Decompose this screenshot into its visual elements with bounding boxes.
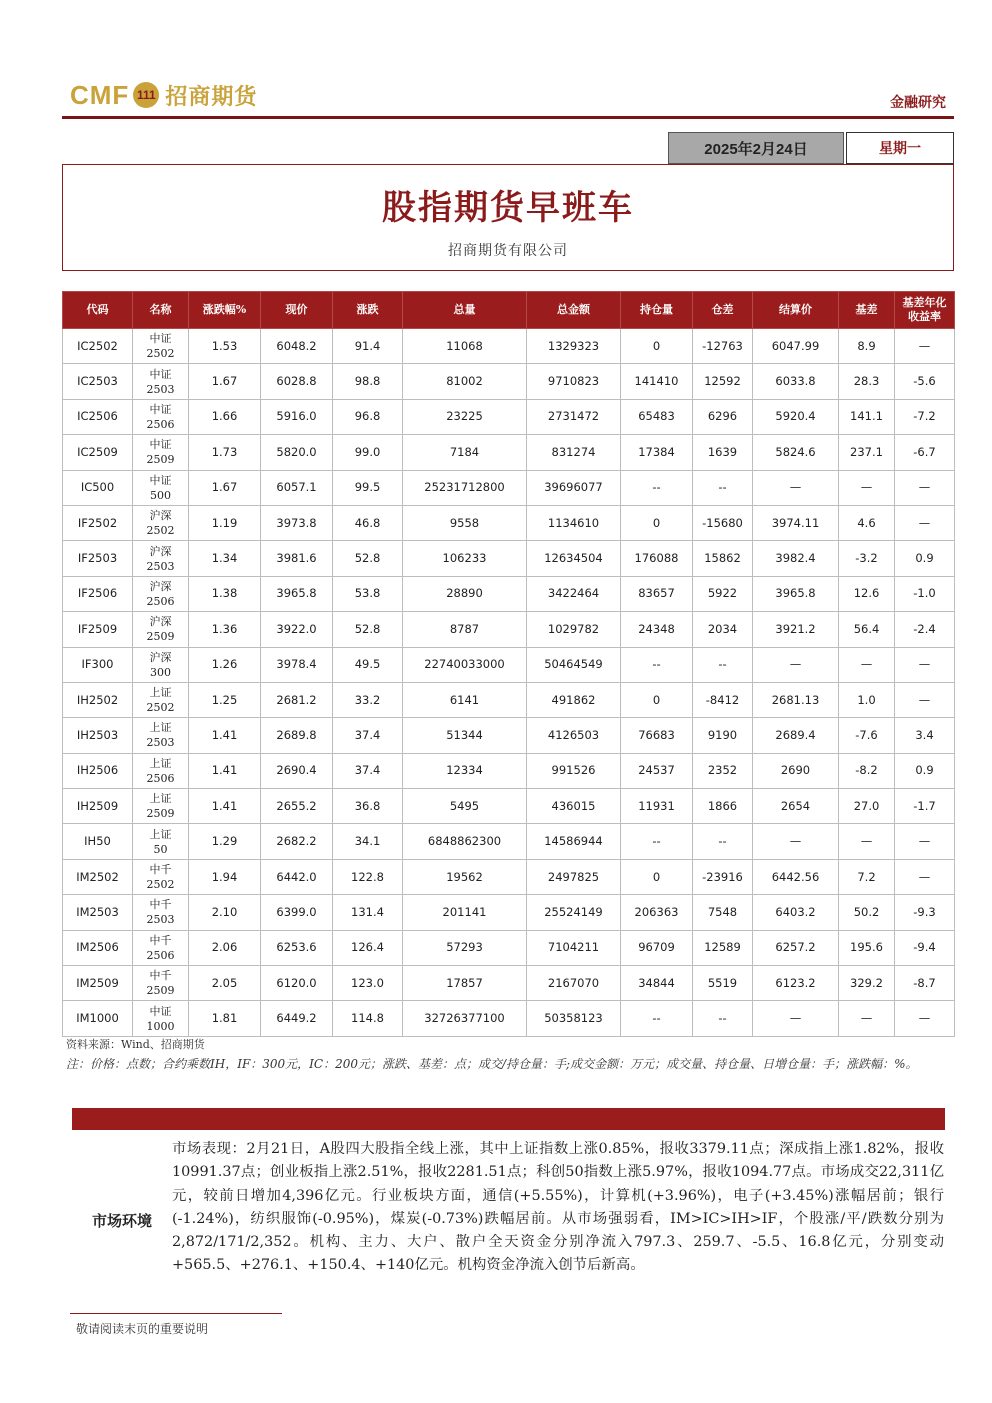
table-cell: 33.2 xyxy=(333,682,403,717)
table-cell: 1134610 xyxy=(527,505,621,540)
table-cell: 1.94 xyxy=(189,859,261,894)
table-cell: 2681.2 xyxy=(261,682,333,717)
table-cell: 2689.4 xyxy=(753,718,839,753)
table-cell: 6123.2 xyxy=(753,966,839,1001)
table-cell: 1.34 xyxy=(189,541,261,576)
table-cell: 57293 xyxy=(403,930,527,965)
table-cell: -8.2 xyxy=(839,753,895,788)
table-cell: 3.4 xyxy=(895,718,955,753)
column-header: 总量 xyxy=(403,292,527,329)
table-cell: IM2503 xyxy=(63,895,133,930)
table-row xyxy=(63,824,955,859)
table-cell: — xyxy=(895,329,955,364)
table-cell: 12.6 xyxy=(839,576,895,611)
table-cell: — xyxy=(839,470,895,505)
table-cell: 34.1 xyxy=(333,824,403,859)
table-row xyxy=(63,505,955,540)
table-cell: 6253.6 xyxy=(261,930,333,965)
table-row xyxy=(63,399,955,434)
table-cell: 1029782 xyxy=(527,612,621,647)
table-row xyxy=(63,753,955,788)
table-cell: -12763 xyxy=(693,329,753,364)
table-cell: 0.9 xyxy=(895,753,955,788)
table-cell: IC500 xyxy=(63,470,133,505)
table-cell: 76683 xyxy=(621,718,693,753)
table-cell: IC2502 xyxy=(63,329,133,364)
market-section-label: 市场环境 xyxy=(91,1211,152,1230)
table-cell: 2167070 xyxy=(527,966,621,1001)
table-cell: 8.9 xyxy=(839,329,895,364)
table-cell: -- xyxy=(693,647,753,682)
table-cell: 5922 xyxy=(693,576,753,611)
table-cell: IH2509 xyxy=(63,789,133,824)
table-cell: IC2503 xyxy=(63,364,133,399)
table-cell: 1.41 xyxy=(189,718,261,753)
table-cell: 123.0 xyxy=(333,966,403,1001)
table-cell: 2681.13 xyxy=(753,682,839,717)
table-cell: 14586944 xyxy=(527,824,621,859)
table-cell: 99.5 xyxy=(333,470,403,505)
table-cell: 2352 xyxy=(693,753,753,788)
table-cell: 81002 xyxy=(403,364,527,399)
table-cell: 中证2506 xyxy=(133,399,189,434)
table-cell: 中证2509 xyxy=(133,435,189,470)
table-cell: 6442.0 xyxy=(261,859,333,894)
table-cell: 131.4 xyxy=(333,895,403,930)
table-cell: — xyxy=(839,1001,895,1036)
table-cell: 1.25 xyxy=(189,682,261,717)
table-cell: 6047.99 xyxy=(753,329,839,364)
table-cell: -5.6 xyxy=(895,364,955,399)
table-cell: -8.7 xyxy=(895,966,955,1001)
logo-badge-icon: 111 xyxy=(133,82,159,108)
table-cell: 8787 xyxy=(403,612,527,647)
table-cell: -7.2 xyxy=(895,399,955,434)
table-cell: 3965.8 xyxy=(753,576,839,611)
table-cell: 37.4 xyxy=(333,718,403,753)
table-cell: 11068 xyxy=(403,329,527,364)
table-cell: IM2509 xyxy=(63,966,133,1001)
table-cell: 5495 xyxy=(403,789,527,824)
table-cell: 4126503 xyxy=(527,718,621,753)
table-cell: 195.6 xyxy=(839,930,895,965)
table-cell: IC2506 xyxy=(63,399,133,434)
table-cell: IM2502 xyxy=(63,859,133,894)
table-row xyxy=(63,930,955,965)
table-cell: 50.2 xyxy=(839,895,895,930)
table-cell: 3981.6 xyxy=(261,541,333,576)
table-cell: -- xyxy=(693,1001,753,1036)
table-cell: 6141 xyxy=(403,682,527,717)
table-cell: 53.8 xyxy=(333,576,403,611)
table-cell: -15680 xyxy=(693,505,753,540)
table-cell: 1.73 xyxy=(189,435,261,470)
table-cell: — xyxy=(839,647,895,682)
table-cell: -8412 xyxy=(693,682,753,717)
table-cell: 1.26 xyxy=(189,647,261,682)
table-cell: 2497825 xyxy=(527,859,621,894)
table-cell: 3973.8 xyxy=(261,505,333,540)
table-cell: 141.1 xyxy=(839,399,895,434)
table-cell: -- xyxy=(621,647,693,682)
table-row xyxy=(63,789,955,824)
table-cell: 329.2 xyxy=(839,966,895,1001)
table-cell: 7548 xyxy=(693,895,753,930)
table-cell: -9.4 xyxy=(895,930,955,965)
table-cell: 沪深300 xyxy=(133,647,189,682)
table-cell: IC2509 xyxy=(63,435,133,470)
footer-divider xyxy=(70,1313,282,1314)
table-cell: 122.8 xyxy=(333,859,403,894)
table-cell: 2.05 xyxy=(189,966,261,1001)
table-cell: IF300 xyxy=(63,647,133,682)
column-header: 总金额 xyxy=(527,292,621,329)
table-cell: 98.8 xyxy=(333,364,403,399)
table-cell: 436015 xyxy=(527,789,621,824)
table-row xyxy=(63,364,955,399)
column-header: 持仓量 xyxy=(621,292,693,329)
table-body xyxy=(63,329,955,1037)
table-cell: 中证1000 xyxy=(133,1001,189,1036)
table-cell: 上证2509 xyxy=(133,789,189,824)
table-cell: 6057.1 xyxy=(261,470,333,505)
table-cell: 201141 xyxy=(403,895,527,930)
table-cell: 中千2503 xyxy=(133,895,189,930)
table-cell: — xyxy=(895,505,955,540)
table-cell: 5824.6 xyxy=(753,435,839,470)
table-cell: 96709 xyxy=(621,930,693,965)
table-cell: 991526 xyxy=(527,753,621,788)
table-cell: 7.2 xyxy=(839,859,895,894)
table-cell: 37.4 xyxy=(333,753,403,788)
table-cell: 237.1 xyxy=(839,435,895,470)
table-cell: 6257.2 xyxy=(753,930,839,965)
table-cell: 6296 xyxy=(693,399,753,434)
table-cell: — xyxy=(753,470,839,505)
table-cell: 6403.2 xyxy=(753,895,839,930)
date-label: 2025年2月24日 xyxy=(668,132,844,164)
table-cell: — xyxy=(895,682,955,717)
table-cell: 9558 xyxy=(403,505,527,540)
table-cell: 1.53 xyxy=(189,329,261,364)
table-cell: — xyxy=(895,470,955,505)
table-cell: 4.6 xyxy=(839,505,895,540)
table-cell: 5920.4 xyxy=(753,399,839,434)
table-row xyxy=(63,541,955,576)
table-cell: 9710823 xyxy=(527,364,621,399)
table-cell: 2654 xyxy=(753,789,839,824)
table-cell: 0.9 xyxy=(895,541,955,576)
table-cell: 中证2502 xyxy=(133,329,189,364)
table-row xyxy=(63,576,955,611)
table-row xyxy=(63,895,955,930)
column-header: 名称 xyxy=(133,292,189,329)
table-cell: 176088 xyxy=(621,541,693,576)
table-cell: 6048.2 xyxy=(261,329,333,364)
table-cell: 6848862300 xyxy=(403,824,527,859)
table-cell: 65483 xyxy=(621,399,693,434)
table-cell: 6442.56 xyxy=(753,859,839,894)
table-cell: 126.4 xyxy=(333,930,403,965)
table-cell: 1.38 xyxy=(189,576,261,611)
table-cell: -- xyxy=(621,1001,693,1036)
table-cell: -3.2 xyxy=(839,541,895,576)
table-cell: 5916.0 xyxy=(261,399,333,434)
table-cell: 1.41 xyxy=(189,789,261,824)
table-cell: — xyxy=(839,824,895,859)
table-cell: 1.66 xyxy=(189,399,261,434)
table-cell: 46.8 xyxy=(333,505,403,540)
table-cell: 2690 xyxy=(753,753,839,788)
column-header: 涨跌幅% xyxy=(189,292,261,329)
table-cell: IM2506 xyxy=(63,930,133,965)
table-row xyxy=(63,682,955,717)
table-cell: 28.3 xyxy=(839,364,895,399)
table-cell: — xyxy=(753,647,839,682)
table-cell: 12634504 xyxy=(527,541,621,576)
table-cell: 831274 xyxy=(527,435,621,470)
column-header: 基差年化收益率 xyxy=(895,292,955,329)
logo-company-name: 招商期货 xyxy=(165,83,258,110)
table-cell: 1.81 xyxy=(189,1001,261,1036)
table-cell: — xyxy=(753,824,839,859)
table-cell: 1.0 xyxy=(839,682,895,717)
table-row xyxy=(63,470,955,505)
table-cell: 12589 xyxy=(693,930,753,965)
table-cell: -6.7 xyxy=(895,435,955,470)
table-cell: 25524149 xyxy=(527,895,621,930)
table-cell: 6399.0 xyxy=(261,895,333,930)
table-cell: 36.8 xyxy=(333,789,403,824)
table-cell: 上证2503 xyxy=(133,718,189,753)
table-cell: 0 xyxy=(621,505,693,540)
table-cell: 0 xyxy=(621,682,693,717)
table-cell: 沪深2502 xyxy=(133,505,189,540)
table-row xyxy=(63,647,955,682)
table-cell: 114.8 xyxy=(333,1001,403,1036)
table-cell: IF2506 xyxy=(63,576,133,611)
table-cell: 34844 xyxy=(621,966,693,1001)
table-cell: 491862 xyxy=(527,682,621,717)
table-cell: 2034 xyxy=(693,612,753,647)
table-cell: 96.8 xyxy=(333,399,403,434)
table-cell: IM1000 xyxy=(63,1001,133,1036)
table-cell: 1639 xyxy=(693,435,753,470)
table-cell: 3978.4 xyxy=(261,647,333,682)
table-cell: IF2509 xyxy=(63,612,133,647)
table-cell: 1.29 xyxy=(189,824,261,859)
table-cell: -- xyxy=(693,470,753,505)
column-header: 仓差 xyxy=(693,292,753,329)
table-cell: 2.10 xyxy=(189,895,261,930)
table-cell: 15862 xyxy=(693,541,753,576)
table-row xyxy=(63,859,955,894)
table-cell: IH50 xyxy=(63,824,133,859)
table-cell: 5820.0 xyxy=(261,435,333,470)
table-cell: — xyxy=(895,859,955,894)
section-divider-bar xyxy=(72,1108,945,1130)
table-cell: 6449.2 xyxy=(261,1001,333,1036)
table-header-row xyxy=(63,292,955,329)
table-cell: 23225 xyxy=(403,399,527,434)
table-cell: 1.67 xyxy=(189,364,261,399)
table-cell: 3965.8 xyxy=(261,576,333,611)
table-cell: IF2503 xyxy=(63,541,133,576)
table-cell: 206363 xyxy=(621,895,693,930)
table-cell: 25231712800 xyxy=(403,470,527,505)
table-cell: 6120.0 xyxy=(261,966,333,1001)
futures-table xyxy=(62,291,954,1037)
table-cell: 52.8 xyxy=(333,541,403,576)
table-cell: 上证2502 xyxy=(133,682,189,717)
table-cell: — xyxy=(895,647,955,682)
table-row xyxy=(63,329,955,364)
table-cell: 5519 xyxy=(693,966,753,1001)
table-cell: 3422464 xyxy=(527,576,621,611)
table-cell: 上证2506 xyxy=(133,753,189,788)
logo-text: CMF xyxy=(70,79,130,110)
table-cell: -23916 xyxy=(693,859,753,894)
table-cell: 2731472 xyxy=(527,399,621,434)
table-cell: 沪深2509 xyxy=(133,612,189,647)
table-cell: 39696077 xyxy=(527,470,621,505)
table-cell: — xyxy=(895,1001,955,1036)
table-cell: IH2502 xyxy=(63,682,133,717)
table-cell: 56.4 xyxy=(839,612,895,647)
table-row xyxy=(63,718,955,753)
table-cell: 12592 xyxy=(693,364,753,399)
table-cell: 50358123 xyxy=(527,1001,621,1036)
table-cell: 27.0 xyxy=(839,789,895,824)
table-cell: 中千2509 xyxy=(133,966,189,1001)
unit-note: 注：价格：点数；合约乘数IH，IF：300元，IC：200元；涨跌、基差：点；成交/持仓量：手;成交金额：万元；成交量、持仓量、日增仓量：手；涨跌幅：%。 xyxy=(66,1057,918,1071)
table-cell: 141410 xyxy=(621,364,693,399)
page-title: 股指期货早班车 xyxy=(382,188,634,228)
table-cell: 11931 xyxy=(621,789,693,824)
table-row xyxy=(63,435,955,470)
table-cell: 0 xyxy=(621,859,693,894)
table-cell: 3982.4 xyxy=(753,541,839,576)
table-cell: 83657 xyxy=(621,576,693,611)
table-cell: 7104211 xyxy=(527,930,621,965)
column-header: 涨跌 xyxy=(333,292,403,329)
table-cell: 3974.11 xyxy=(753,505,839,540)
table-cell: -9.3 xyxy=(895,895,955,930)
table-cell: — xyxy=(895,824,955,859)
column-header: 结算价 xyxy=(753,292,839,329)
table-cell: 52.8 xyxy=(333,612,403,647)
column-header: 基差 xyxy=(839,292,895,329)
table-cell: 7184 xyxy=(403,435,527,470)
table-cell: — xyxy=(753,1001,839,1036)
table-cell: 1.19 xyxy=(189,505,261,540)
table-cell: 2689.8 xyxy=(261,718,333,753)
table-cell: 19562 xyxy=(403,859,527,894)
table-cell: 49.5 xyxy=(333,647,403,682)
table-cell: 22740033000 xyxy=(403,647,527,682)
table-cell: -7.6 xyxy=(839,718,895,753)
table-cell: 中证500 xyxy=(133,470,189,505)
table-cell: 1866 xyxy=(693,789,753,824)
table-cell: 17384 xyxy=(621,435,693,470)
table-cell: 91.4 xyxy=(333,329,403,364)
table-cell: 6033.8 xyxy=(753,364,839,399)
table-cell: -- xyxy=(693,824,753,859)
table-cell: -1.0 xyxy=(895,576,955,611)
table-cell: 1329323 xyxy=(527,329,621,364)
table-cell: -1.7 xyxy=(895,789,955,824)
table-cell: 2655.2 xyxy=(261,789,333,824)
table-cell: 沪深2506 xyxy=(133,576,189,611)
table-cell: -- xyxy=(621,470,693,505)
table-cell: 1.36 xyxy=(189,612,261,647)
table-cell: 3922.0 xyxy=(261,612,333,647)
table-cell: 0 xyxy=(621,329,693,364)
table-cell: 17857 xyxy=(403,966,527,1001)
table-cell: -- xyxy=(621,824,693,859)
column-header: 代码 xyxy=(63,292,133,329)
table-cell: 中千2502 xyxy=(133,859,189,894)
header-tag: 金融研究 xyxy=(890,95,946,111)
table-cell: 51344 xyxy=(403,718,527,753)
header-divider xyxy=(62,116,954,119)
page-subtitle: 招商期货有限公司 xyxy=(448,243,568,259)
table-cell: 沪深2503 xyxy=(133,541,189,576)
table-cell: IH2503 xyxy=(63,718,133,753)
table-cell: 3921.2 xyxy=(753,612,839,647)
table-row xyxy=(63,966,955,1001)
table-cell: 2690.4 xyxy=(261,753,333,788)
table-row xyxy=(63,1001,955,1036)
table-cell: 6028.8 xyxy=(261,364,333,399)
table-cell: 中千2506 xyxy=(133,930,189,965)
column-header: 现价 xyxy=(261,292,333,329)
source-note: 资料来源：Wind、招商期货 xyxy=(66,1038,205,1051)
table-cell: -2.4 xyxy=(895,612,955,647)
table-cell: 12334 xyxy=(403,753,527,788)
market-section-text: 市场表现：2月21日，A股四大股指全线上涨，其中上证指数上涨0.85%，报收3379.11点；深成指上涨1.82%，报收10991.37点；创业板指上涨2.51%，报收2281.51点；科创50指数上涨5.97%，报收1094.77点。市场成交22,311亿元，较前日增加4,396亿元。行业板块方面，通信(+5.55%)，计算机(+3.96%)，电子(+3.45%)涨幅居前；银行(-1.24%)，纺织服饰(-0.95%)，煤炭(-0.73%)跌幅居前。从市场强弱看，IM>IC>IH>IF，个股涨/平/跌数分别为 2,872/171/2,352。机构、主力、大户、散户全天资金分别净流入797.3、259.7、-5.5、16.8亿元，分别变动+565.5、+276.1、+150.4、+140亿元。机构资金净流入创节后新高。 xyxy=(172,1141,944,1274)
table-cell: IH2506 xyxy=(63,753,133,788)
table-cell: 中证2503 xyxy=(133,364,189,399)
table-row xyxy=(63,612,955,647)
table-cell: 1.67 xyxy=(189,470,261,505)
table-cell: 24537 xyxy=(621,753,693,788)
table-cell: 32726377100 xyxy=(403,1001,527,1036)
table-cell: 24348 xyxy=(621,612,693,647)
table-cell: IF2502 xyxy=(63,505,133,540)
weekday-label: 星期一 xyxy=(846,132,954,164)
footer-disclaimer: 敬请阅读末页的重要说明 xyxy=(76,1322,209,1336)
table-cell: 2682.2 xyxy=(261,824,333,859)
table-cell: 9190 xyxy=(693,718,753,753)
table-cell: 1.41 xyxy=(189,753,261,788)
table-cell: 50464549 xyxy=(527,647,621,682)
table-cell: 2.06 xyxy=(189,930,261,965)
table-cell: 28890 xyxy=(403,576,527,611)
table-cell: 99.0 xyxy=(333,435,403,470)
table-cell: 106233 xyxy=(403,541,527,576)
table-cell: 上证50 xyxy=(133,824,189,859)
company-logo xyxy=(70,78,257,112)
